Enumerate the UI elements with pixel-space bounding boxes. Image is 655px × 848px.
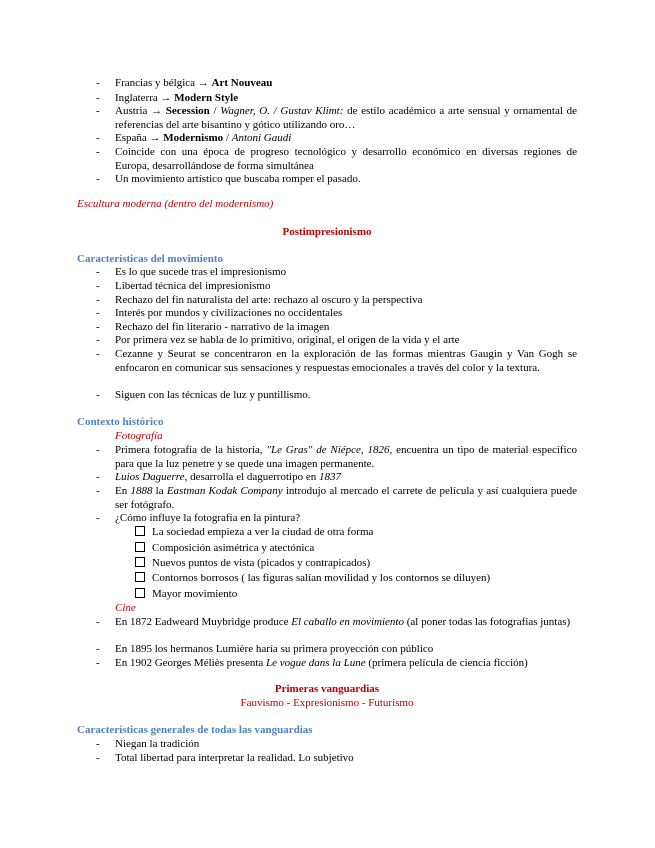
subsection-label: Fotografía bbox=[115, 430, 163, 442]
bullet-dash: - bbox=[96, 334, 100, 346]
bullet-dash: - bbox=[96, 389, 100, 401]
bullet-dash: - bbox=[96, 173, 100, 185]
bullet-dash: - bbox=[96, 132, 100, 144]
list-item: Luios Daguerre, desarrolla el daguerrotipo en 1837 bbox=[115, 471, 341, 483]
bullet-dash: - bbox=[96, 752, 100, 764]
list-item: Por primera vez se habla de lo primitivo, original, el origen de la vida y el arte bbox=[115, 334, 460, 346]
bullet-dash: - bbox=[96, 266, 100, 278]
page-title: Primeras vanguardias bbox=[274, 683, 380, 695]
subsection-label: Cine bbox=[115, 602, 136, 614]
list-item: Austria → Secession / Wagner, O. / Gustav Klimt: de estilo académico a arte sensual y ornamental de referencias del arte bisantino y gótico utilizando oro… bbox=[115, 105, 577, 131]
list-item: En 1895 los hermanos Lumière haría su primera proyección con público bbox=[115, 643, 434, 655]
bullet-dash: - bbox=[96, 444, 100, 456]
bullet-dash: - bbox=[96, 485, 100, 497]
bullet-dash: - bbox=[96, 657, 100, 669]
list-item: Libertad técnica del impresionismo bbox=[115, 280, 271, 292]
list-item: Cezanne y Seurat se concentraron en la exploración de las formas mientras Gaugin y Van Gogh se enfocaron en comunicar sus sensaciones y respuestas emocionales a través del color y la textura. bbox=[115, 348, 577, 374]
checkbox[interactable] bbox=[135, 557, 145, 567]
bullet-dash: - bbox=[96, 643, 100, 655]
checklist-item: La sociedad empieza a ver la ciudad de otra forma bbox=[135, 526, 373, 538]
list-item: Inglaterra → Modern Style bbox=[115, 92, 239, 104]
bullet-dash: - bbox=[96, 146, 100, 158]
list-item: Primera fotografía de la historia, "Le Gras" de Niépce, 1826, encuentra un tipo de material específico para que la luz penetre y se quede una imagen permanente. bbox=[115, 444, 577, 470]
bullet-dash: - bbox=[96, 471, 100, 483]
list-item: En 1872 Eadweard Muybridge produce El caballo en movimiento (al poner todas las fotografías juntas) bbox=[115, 616, 571, 628]
list-item: En 1888 la Eastman Kodak Company introdujo al mercado el carrete de película y así cualquiera puede ser fotógrafo. bbox=[115, 485, 577, 511]
list-item: Coincide con una época de progreso tecnológico y desarrollo económico en diversas regiones de Europa, desarrollándose de forma simultánea bbox=[115, 146, 577, 172]
subtitle: Fauvismo - Expresionismo - Futurismo bbox=[240, 697, 414, 709]
bullet-dash: - bbox=[96, 616, 100, 628]
checklist-item: Mayor movimiento bbox=[135, 588, 237, 600]
section-heading: Escultura moderna (dentro del modernismo) bbox=[77, 198, 274, 210]
bullet-dash: - bbox=[96, 294, 100, 306]
bullet-dash: - bbox=[96, 307, 100, 319]
section-heading: Contexto histórico bbox=[77, 416, 164, 428]
section-heading: Características generales de todas las vanguardias bbox=[77, 724, 313, 736]
list-item: ¿Cómo influye la fotografía en la pintura? bbox=[115, 512, 301, 524]
bullet-dash: - bbox=[96, 77, 100, 89]
list-item: Es lo que sucede tras el impresionismo bbox=[115, 266, 287, 278]
checklist-item: Composición asimétrica y atectónica bbox=[135, 542, 314, 554]
bullet-dash: - bbox=[96, 321, 100, 333]
list-item: Siguen con las técnicas de luz y puntillismo. bbox=[115, 389, 311, 401]
list-item: Total libertad para interpretar la realidad. Lo subjetivo bbox=[115, 752, 354, 764]
checkbox[interactable] bbox=[135, 588, 145, 598]
checklist-item: Nuevos puntos de vista (picados y contrapicados) bbox=[135, 557, 370, 569]
checkbox[interactable] bbox=[135, 572, 145, 582]
list-item: Francias y bélgica → Art Nouveau bbox=[115, 77, 273, 89]
list-item: Interés por mundos y civilizaciones no occidentales bbox=[115, 307, 343, 319]
list-item: Un movimiento artístico que buscaba romper el pasado. bbox=[115, 173, 361, 185]
bullet-dash: - bbox=[96, 738, 100, 750]
list-item: Rechazo del fin literario - narrativo de la imagen bbox=[115, 321, 330, 333]
checkbox[interactable] bbox=[135, 542, 145, 552]
list-item: En 1902 Georges Méliès presenta Le vogue dans la Lune (primera película de ciencia ficción) bbox=[115, 657, 528, 669]
bullet-dash: - bbox=[96, 348, 100, 360]
checkbox[interactable] bbox=[135, 526, 145, 536]
list-item: España → Modernismo / Antoni Gaudi bbox=[115, 132, 292, 144]
bullet-dash: - bbox=[96, 512, 100, 524]
list-item: Rechazo del fin naturalista del arte: rechazo al oscuro y la perspectiva bbox=[115, 294, 423, 306]
list-item: Niegan la tradición bbox=[115, 738, 200, 750]
checklist-item: Contornos borrosos ( las figuras salían movilidad y los contornos se diluyen) bbox=[135, 572, 490, 584]
bullet-dash: - bbox=[96, 105, 100, 117]
bullet-dash: - bbox=[96, 92, 100, 104]
page-title: Postimpresionismo bbox=[282, 226, 372, 238]
bullet-dash: - bbox=[96, 280, 100, 292]
section-heading: Características del movimiento bbox=[77, 253, 224, 265]
